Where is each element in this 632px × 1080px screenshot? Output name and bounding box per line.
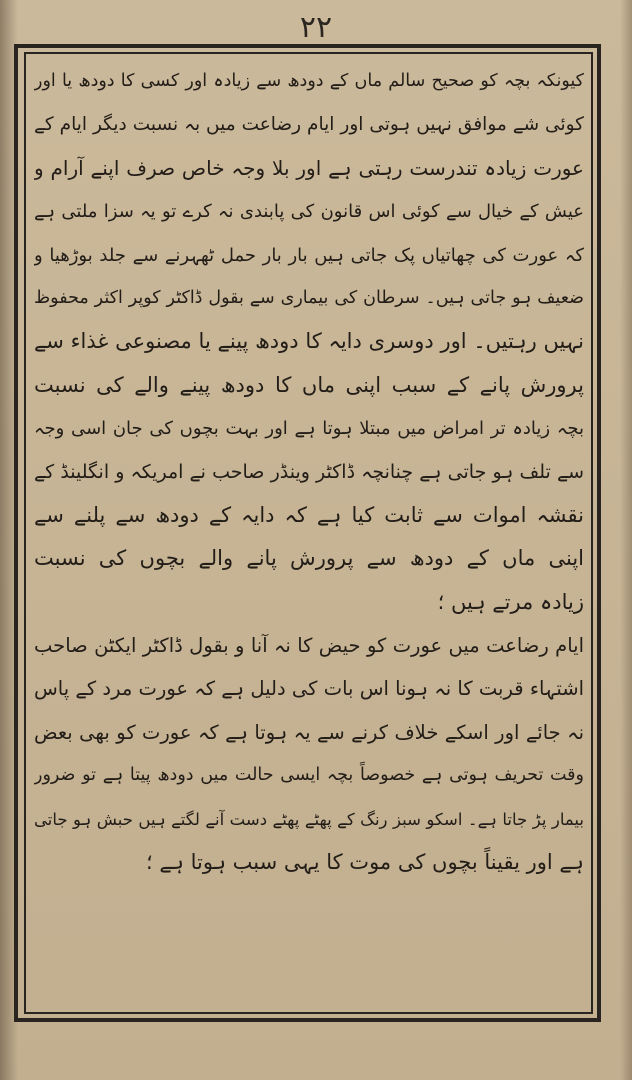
paragraph-end-line: زیادہ مرتے ہیں ؛ — [437, 589, 584, 614]
body-text — [34, 60, 584, 990]
text-line: کوئی شے موافق نہیں ہوتی اور ایام رضاعت میں بہ نسبت دیگر ایام کے — [34, 114, 584, 136]
text-line: عیش کے خیال سے کوئی اس قانون کی پابندی نہ کرے تو یہ سزا ملتی ہے — [34, 201, 584, 223]
text-line: نہ جائے اور اسکے خلاف کرنے سے یہ ہوتا ہے کہ عورت کو بھی بعض — [34, 720, 584, 744]
text-line: اپنی ماں کے دودھ سے پرورش پانے والے بچوں کی نسبت — [34, 546, 584, 571]
page-edge-shadow — [620, 0, 632, 1080]
text-line: کہ عورت کی چھاتیاں پک جاتی ہیں بار بار حمل ٹھہرنے سے جلد بوڑھیا و — [34, 244, 584, 266]
text-line: عورت زیادہ تندرست رہتی ہے اور بلا وجہ خاص صرف اپنے آرام و — [34, 155, 584, 180]
text-line: اشتہاء قربت کا نہ ہونا اس بات کی دلیل ہے کہ عورت مرد کے پاس — [34, 677, 584, 701]
text-line: پرورش پانے کے سبب اپنی ماں کا دودھ پینے والے کی نسبت — [34, 372, 584, 397]
text-line: نہیں رہتیں۔ اور دوسری دایہ کا دودھ پینے یا مصنوعی غذاء سے — [34, 329, 584, 354]
text-line: وقت تحریف ہوتی ہے خصوصاً بچہ ایسی حالت میں دودھ پیتا ہے تو ضرور — [34, 765, 584, 786]
text-line: کیونکہ بچہ کو صحیح سالم ماں کے دودھ سے زیادہ اور کسی کا دودھ یا اور — [34, 71, 584, 91]
text-line: بیمار پڑ جاتا ہے۔ اسکو سبز رنگ کے پھٹے پھٹے دست آنے لگتے ہیں حبش ہو جاتی — [34, 809, 584, 829]
text-line: ایام رضاعت میں عورت کو حیض کا نہ آنا و بقول ڈاکٹر ایکٹن صاحب — [34, 634, 584, 658]
text-line: نقشہ اموات سے ثابت کیا ہے کہ دایہ کے دودھ سے پلنے سے — [34, 502, 584, 527]
paragraph-end-line: ہے اور یقیناً بچوں کی موت کا یہی سبب ہوتا ہے ؛ — [145, 850, 584, 875]
text-line: سے تلف ہو جاتی ہے چنانچہ ڈاکٹر وینڈر صاحب نے امریکہ و انگلینڈ کے — [34, 460, 584, 483]
text-line: ضعیف ہو جاتی ہیں۔ سرطان کی بیماری سے بقول ڈاکٹر کوپر اکثر محفوظ — [34, 287, 584, 308]
page-number: ۲۲ — [299, 10, 333, 45]
text-line: بچہ زیادہ تر امراض میں مبتلا ہوتا ہے اور بہت بچوں کی جان اسی وجہ — [34, 418, 584, 440]
